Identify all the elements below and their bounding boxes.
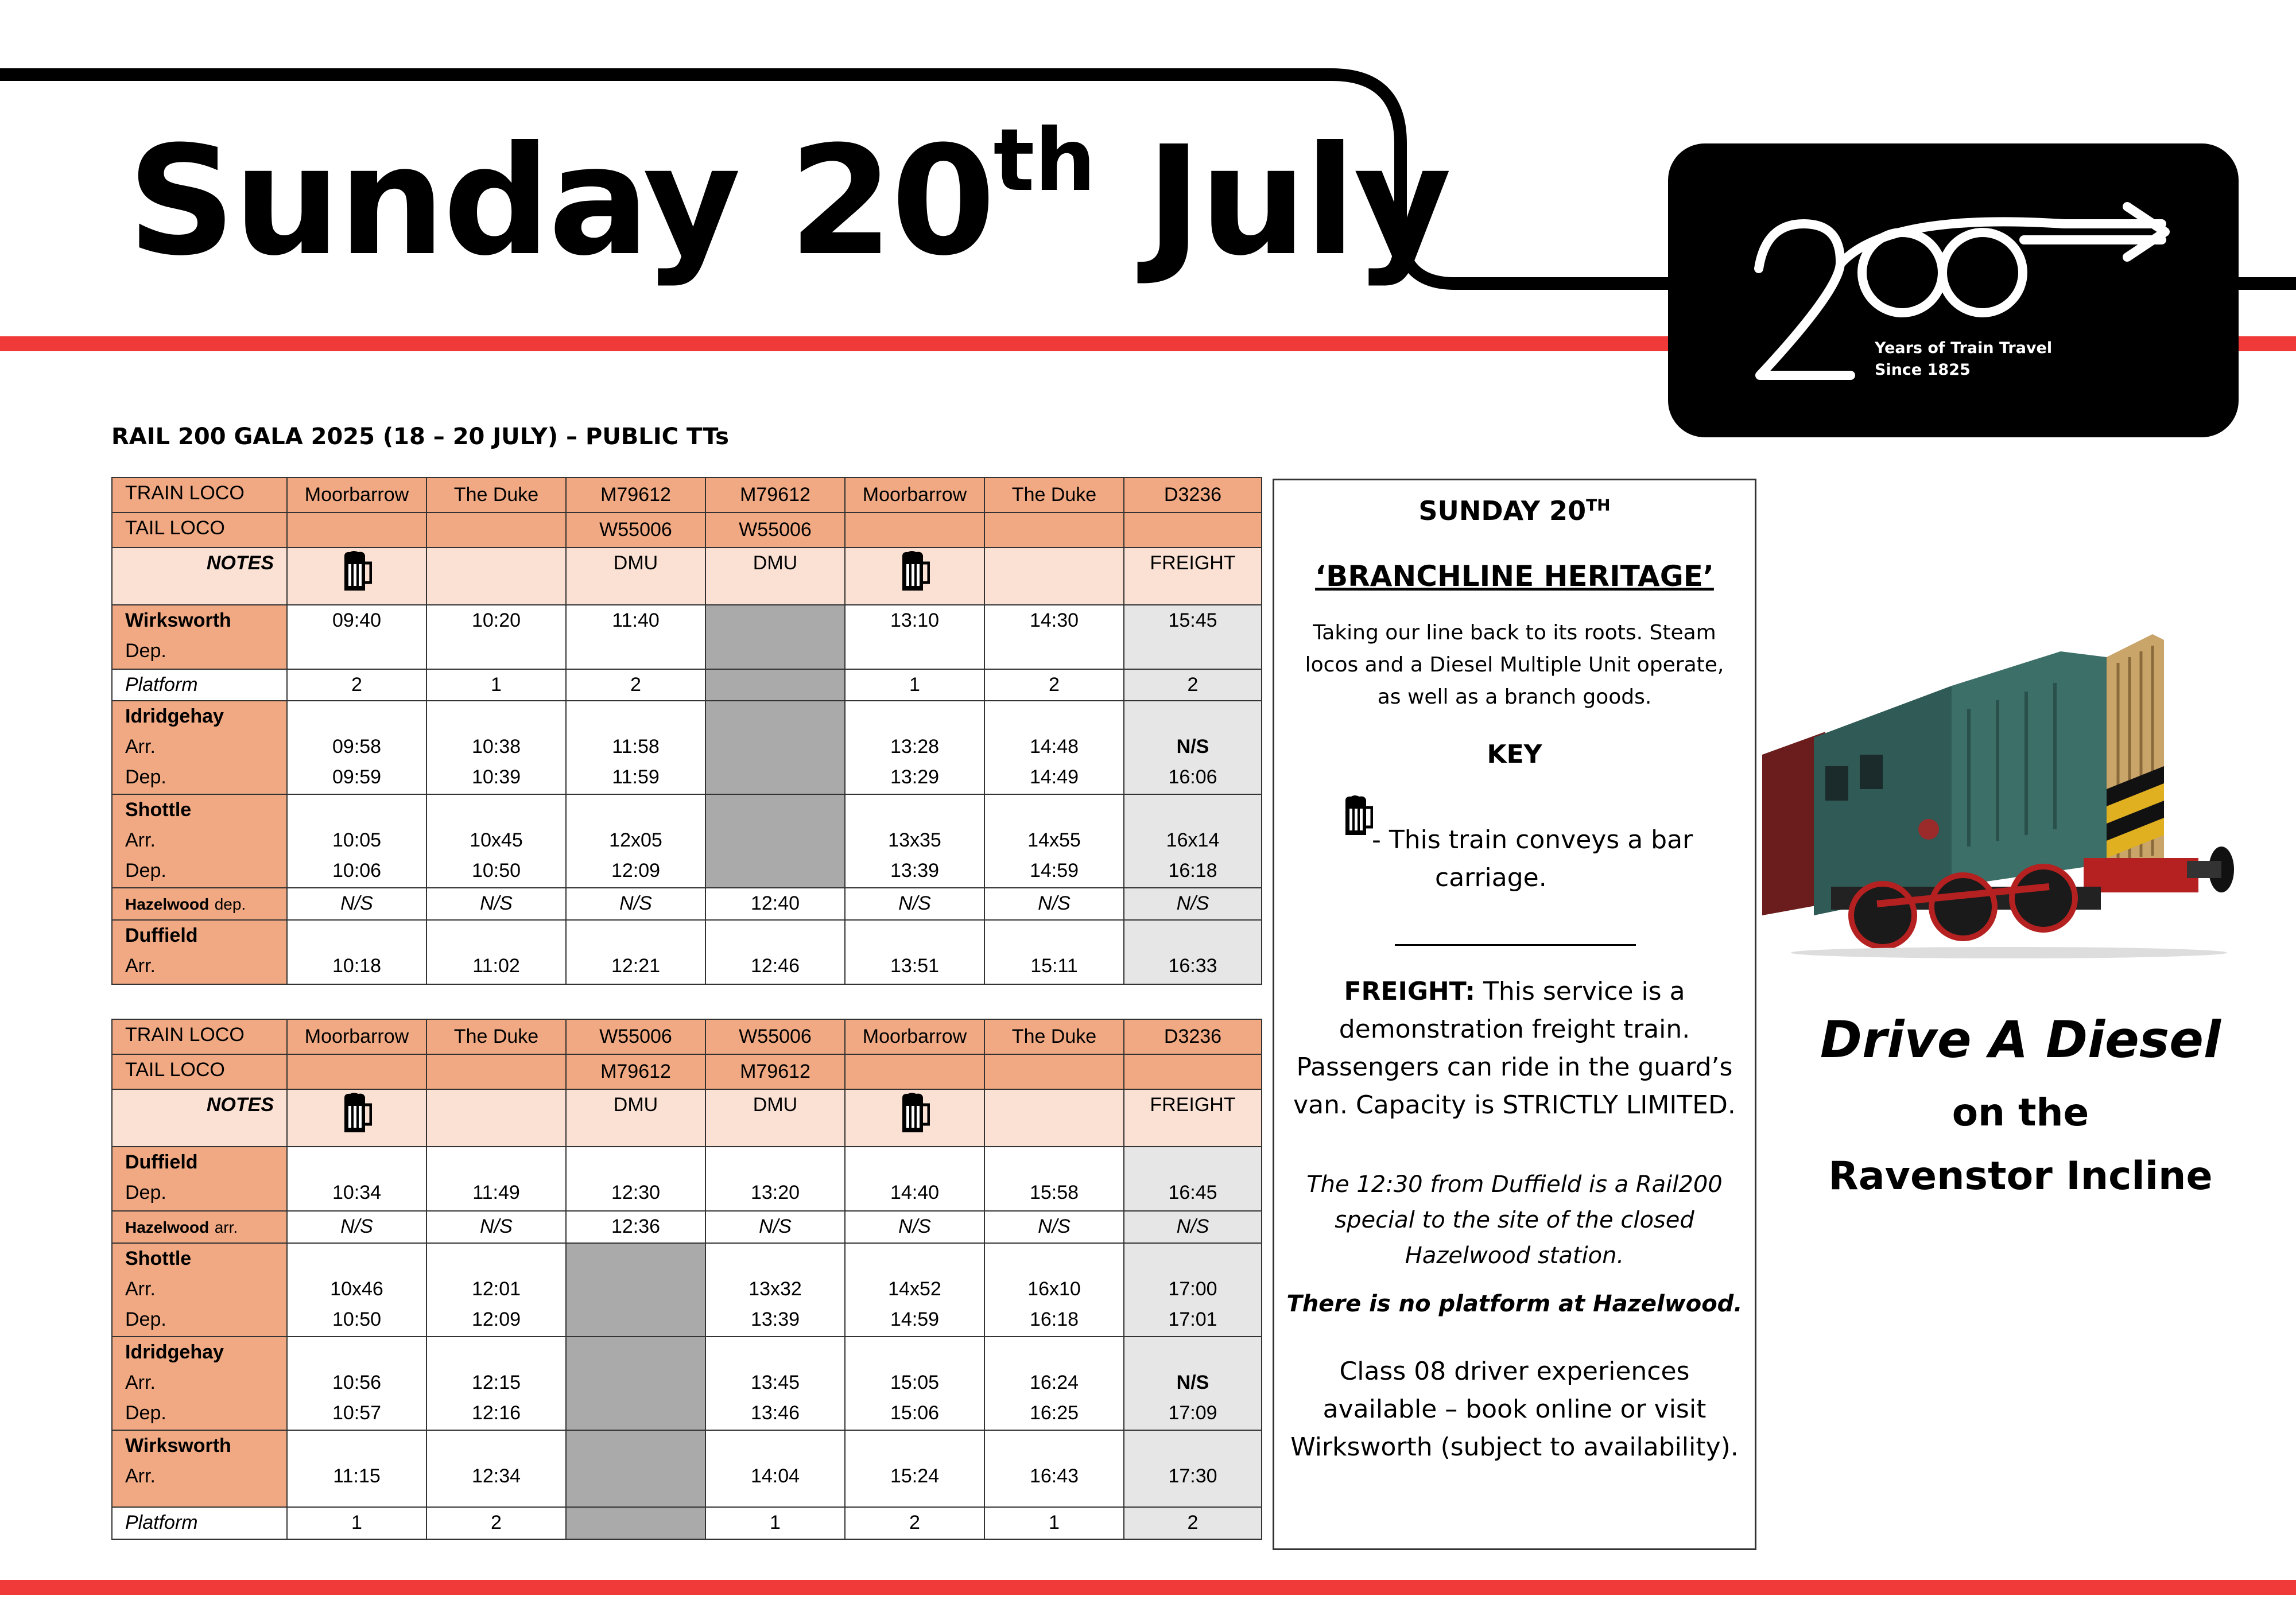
time-cell: 09:58 09:59	[287, 701, 426, 794]
wirksworth-arr-row	[112, 1430, 1262, 1507]
key-text: - This train conveys a bar carriage.	[1372, 825, 1693, 892]
class08-note: Class 08 driver experiences available – book online or visit Wirksworth (subject to availability).	[1290, 1357, 1739, 1462]
time-cell: 12:30	[566, 1147, 705, 1211]
tail-loco-row	[112, 1054, 1262, 1089]
time-cell: 14:30	[984, 605, 1124, 669]
notes-cell: FREIGHT	[1124, 1089, 1262, 1147]
time-cell: N/S	[845, 1211, 984, 1243]
class08-locomotive-image	[1762, 617, 2279, 961]
station-label: Idridgehay Arr. Dep.	[112, 1337, 287, 1430]
station-label: Shottle Arr. Dep.	[112, 794, 287, 888]
tail-loco-row	[112, 512, 1262, 548]
tail-loco-cell	[845, 512, 984, 548]
platform-cell: 2	[566, 669, 705, 701]
bar-carriage-icon	[900, 1092, 930, 1135]
timetable-duffield-to-wirksworth	[111, 1019, 1262, 1540]
duffield-dep-row	[112, 1147, 1262, 1211]
time-cell: 10:38 10:39	[426, 701, 566, 794]
tail-loco-cell	[426, 1054, 566, 1089]
time-cell: 14:48 14:49	[984, 701, 1124, 794]
train-loco-cell: W55006	[705, 1019, 845, 1054]
time-cell: N/S	[845, 888, 984, 920]
train-loco-label: TRAIN LOCO	[112, 477, 287, 512]
special-note: The 12:30 from Duffield is a Rail200 special to the site of the closed Hazelwood station.	[1306, 1171, 1723, 1269]
rail200-logo-mark	[1668, 143, 2239, 437]
shottle-row	[112, 794, 1262, 888]
bar-carriage-icon	[342, 1092, 372, 1135]
tail-loco-label: TAIL LOCO	[112, 512, 287, 548]
time-cell: N/S	[287, 1211, 426, 1243]
time-cell: 14x52 14:59	[845, 1243, 984, 1337]
no-service-cell	[566, 1507, 705, 1539]
info-panel	[1273, 479, 1756, 1550]
notes-label: NOTES	[112, 548, 287, 605]
time-cell: 13:45 13:46	[705, 1337, 845, 1430]
time-cell: 12:46	[705, 920, 845, 984]
no-service-cell	[566, 1337, 705, 1430]
notes-cell: DMU	[705, 548, 845, 605]
platform-cell: 2	[984, 669, 1124, 701]
station-label: Idridgehay Arr. Dep.	[112, 701, 287, 794]
train-loco-cell: Moorbarrow	[845, 477, 984, 512]
train-loco-cell: The Duke	[984, 477, 1124, 512]
station-label: Wirksworth Dep.	[112, 605, 287, 669]
platform-cell: 2	[287, 669, 426, 701]
time-cell: 16:43	[984, 1430, 1124, 1507]
train-loco-cell: W55006	[566, 1019, 705, 1054]
station-label: Duffield Dep.	[112, 1147, 287, 1211]
time-cell: 10:18	[287, 920, 426, 984]
timetable-wirksworth-to-duffield	[111, 477, 1262, 985]
time-cell: 10:56 10:57	[287, 1337, 426, 1430]
shottle-row	[112, 1243, 1262, 1337]
train-loco-cell: D3236	[1124, 477, 1262, 512]
no-service-cell	[705, 701, 845, 794]
tail-loco-cell	[1124, 512, 1262, 548]
bar-carriage-icon	[900, 550, 930, 593]
no-platform-note: There is no platform at Hazelwood.	[1286, 1291, 1743, 1317]
station-label: Hazelwood dep.	[112, 888, 287, 920]
time-cell: 10:20	[426, 605, 566, 669]
notes-row	[112, 548, 1262, 605]
time-cell: N/S	[426, 1211, 566, 1243]
time-cell: N/S	[287, 888, 426, 920]
time-cell: 15:24	[845, 1430, 984, 1507]
time-cell: 12:21	[566, 920, 705, 984]
notes-cell	[287, 548, 426, 605]
time-cell: N/S 16:06	[1124, 701, 1262, 794]
train-loco-cell: Moorbarrow	[845, 1019, 984, 1054]
notes-cell	[287, 1089, 426, 1147]
platform-cell: 2	[845, 1507, 984, 1539]
notes-cell: DMU	[566, 548, 705, 605]
station-label: Wirksworth Arr.	[112, 1430, 287, 1507]
time-cell: 12:15 12:16	[426, 1337, 566, 1430]
logo-tagline: Years of Train Travel Since 1825	[1875, 339, 2053, 379]
time-cell: 10:34	[287, 1147, 426, 1211]
time-cell: 12:01 12:09	[426, 1243, 566, 1337]
time-cell: 13:28 13:29	[845, 701, 984, 794]
no-service-cell	[705, 794, 845, 888]
panel-theme: ‘BRANCHLINE HERITAGE’	[1315, 560, 1714, 593]
time-cell: 11:15	[287, 1430, 426, 1507]
time-cell: 10:05 10:06	[287, 794, 426, 888]
promo-subtitle: on the	[1952, 1090, 2089, 1135]
promo-title: Drive A Diesel	[1820, 1010, 2221, 1069]
time-cell: 16:24 16:25	[984, 1337, 1124, 1430]
platform-cell: 2	[1124, 669, 1262, 701]
train-loco-cell: M79612	[566, 477, 705, 512]
train-loco-cell: Moorbarrow	[287, 1019, 426, 1054]
notes-row	[112, 1089, 1262, 1147]
panel-description: Taking our line back to its roots. Steam locos and a Diesel Multiple Unit operate, as well as a branch goods.	[1305, 621, 1724, 709]
train-loco-label: TRAIN LOCO	[112, 1019, 287, 1054]
tail-loco-cell	[426, 512, 566, 548]
divider	[1395, 944, 1636, 946]
time-cell: 09:40	[287, 605, 426, 669]
time-cell: N/S 17:09	[1124, 1337, 1262, 1430]
time-cell: 15:58	[984, 1147, 1124, 1211]
train-loco-cell: M79612	[705, 477, 845, 512]
svg-text:TM: TM	[2096, 235, 2108, 244]
platform-cell: 1	[426, 669, 566, 701]
time-cell: 13:10	[845, 605, 984, 669]
bottom-red-stripe	[0, 1580, 2296, 1595]
no-service-cell	[566, 1430, 705, 1507]
top-red-stripe	[0, 336, 1668, 351]
bar-carriage-icon	[1343, 795, 1373, 837]
bar-carriage-icon	[342, 550, 372, 593]
time-cell: 14:40	[845, 1147, 984, 1211]
time-cell: 12x05 12:09	[566, 794, 705, 888]
idridgehay-row	[112, 1337, 1262, 1430]
train-loco-cell: D3236	[1124, 1019, 1262, 1054]
time-cell: 10x45 10:50	[426, 794, 566, 888]
tail-loco-cell	[845, 1054, 984, 1089]
time-cell: 17:30	[1124, 1430, 1262, 1507]
time-cell: 15:45	[1124, 605, 1262, 669]
notes-cell: DMU	[566, 1089, 705, 1147]
panel-day: SUNDAY 20TH	[1418, 495, 1611, 526]
time-cell: 11:02	[426, 920, 566, 984]
platform-row	[112, 669, 1262, 701]
train-loco-cell: The Duke	[426, 477, 566, 512]
train-loco-cell: The Duke	[426, 1019, 566, 1054]
idridgehay-row	[112, 701, 1262, 794]
time-cell: N/S	[1124, 888, 1262, 920]
notes-cell	[845, 1089, 984, 1147]
no-service-cell	[566, 1243, 705, 1337]
time-cell: 16x10 16:18	[984, 1243, 1124, 1337]
time-cell: 15:11	[984, 920, 1124, 984]
platform-label: Platform	[112, 669, 287, 701]
platform-cell: 2	[1124, 1507, 1262, 1539]
time-cell: 13:51	[845, 920, 984, 984]
time-cell: 13x35 13:39	[845, 794, 984, 888]
duffield-arr-row	[112, 920, 1262, 984]
train-loco-cell: The Duke	[984, 1019, 1124, 1054]
time-cell: 16:33	[1124, 920, 1262, 984]
time-cell: N/S	[984, 1211, 1124, 1243]
rail200-logo	[1668, 143, 2239, 437]
platform-cell: 1	[705, 1507, 845, 1539]
platform-row	[112, 1507, 1262, 1539]
platform-cell: 2	[426, 1507, 566, 1539]
notes-cell: FREIGHT	[1124, 548, 1262, 605]
notes-cell	[845, 548, 984, 605]
time-cell: 14x55 14:59	[984, 794, 1124, 888]
station-label: Shottle Arr. Dep.	[112, 1243, 287, 1337]
no-service-cell	[705, 669, 845, 701]
freight-note: FREIGHT: This service is a demonstration freight train. Passengers can ride in the guard’s van. Capacity is STRICTLY LIMITED.	[1293, 977, 1736, 1120]
no-service-cell	[705, 605, 845, 669]
tail-loco-cell	[287, 512, 426, 548]
hazelwood-row	[112, 1211, 1262, 1243]
promo-location: Ravenstor Incline	[1828, 1154, 2213, 1199]
time-cell: 11:58 11:59	[566, 701, 705, 794]
wirksworth-dep-row	[112, 605, 1262, 669]
page-title: Sunday 20th July	[127, 111, 1449, 289]
key-heading: KEY	[1487, 740, 1542, 769]
notes-cell	[426, 548, 566, 605]
tail-loco-cell	[287, 1054, 426, 1089]
notes-cell	[426, 1089, 566, 1147]
notes-cell: DMU	[705, 1089, 845, 1147]
hazelwood-row	[112, 888, 1262, 920]
platform-cell: 1	[287, 1507, 426, 1539]
time-cell: 10x46 10:50	[287, 1243, 426, 1337]
time-cell: 16x14 16:18	[1124, 794, 1262, 888]
station-label: Hazelwood arr.	[112, 1211, 287, 1243]
train-loco-row	[112, 477, 1262, 512]
platform-cell: 1	[984, 1507, 1124, 1539]
time-cell: 13x32 13:39	[705, 1243, 845, 1337]
time-cell: 11:49	[426, 1147, 566, 1211]
tail-loco-cell	[984, 1054, 1124, 1089]
notes-label: NOTES	[112, 1089, 287, 1147]
time-cell: 15:05 15:06	[845, 1337, 984, 1430]
train-loco-row	[112, 1019, 1262, 1054]
time-cell: 11:40	[566, 605, 705, 669]
notes-cell	[984, 1089, 1124, 1147]
platform-label: Platform	[112, 1507, 287, 1539]
time-cell: 14:04	[705, 1430, 845, 1507]
time-cell: 12:34	[426, 1430, 566, 1507]
time-cell: 13:20	[705, 1147, 845, 1211]
time-cell: 12:40	[705, 888, 845, 920]
time-cell: N/S	[566, 888, 705, 920]
train-loco-cell: Moorbarrow	[287, 477, 426, 512]
time-cell: 17:00 17:01	[1124, 1243, 1262, 1337]
time-cell: N/S	[705, 1211, 845, 1243]
time-cell: N/S	[426, 888, 566, 920]
platform-cell: 1	[845, 669, 984, 701]
tail-loco-cell	[984, 512, 1124, 548]
tail-loco-cell: M79612	[705, 1054, 845, 1089]
tail-loco-cell: W55006	[705, 512, 845, 548]
time-cell: N/S	[984, 888, 1124, 920]
time-cell: N/S	[1124, 1211, 1262, 1243]
notes-cell	[984, 548, 1124, 605]
time-cell: 16:45	[1124, 1147, 1262, 1211]
top-red-stripe-right	[2239, 336, 2296, 351]
tail-loco-cell: M79612	[566, 1054, 705, 1089]
tail-loco-cell	[1124, 1054, 1262, 1089]
tail-loco-cell: W55006	[566, 512, 705, 548]
tail-loco-label: TAIL LOCO	[112, 1054, 287, 1089]
station-label: Duffield Arr.	[112, 920, 287, 984]
time-cell: 12:36	[566, 1211, 705, 1243]
timetable-subtitle: RAIL 200 GALA 2025 (18 – 20 JULY) – PUBLIC TTs	[111, 424, 729, 450]
